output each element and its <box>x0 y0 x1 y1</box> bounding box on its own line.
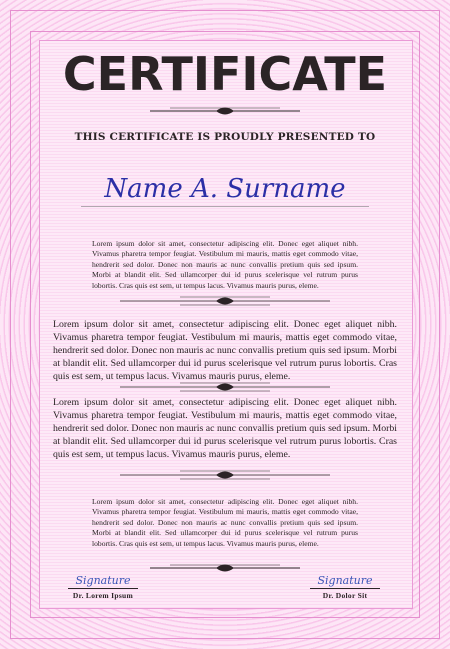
paragraph-1: Lorem ipsum dolor sit amet, consectetur adipiscing elit. Donec eget aliquet nibh. Vivamus pharetra tempor feugiat. Vestibulum mi mauris, mattis eget commodo vitae, hendrerit sed dolor. Donec non mauris ac nunc convallis pretium quis sed ipsum. Morbi at blandit elit. Sed ullamcorper dui id purus scelerisque vel rutrum purus lobortis. Cras quis est sem, ut tempus lacus. Vivamus mauris purus, eleme. <box>92 239 358 290</box>
signature-script-right: Signature <box>317 574 373 587</box>
certificate-subtitle: THIS CERTIFICATE IS PROUDLY PRESENTED TO <box>74 131 376 143</box>
signature-line-left <box>68 588 138 589</box>
signature-script-left: Signature <box>75 574 131 587</box>
bottom-divider-ornament <box>150 561 300 575</box>
paragraph-4: Lorem ipsum dolor sit amet, consectetur adipiscing elit. Donec eget aliquet nibh. Vivamus pharetra tempor feugiat. Vestibulum mi mauris, mattis eget commodo vitae, hendrerit sed dolor. Donec non mauris ac nunc convallis pretium quis sed ipsum. Morbi at blandit elit. Sed ullamcorper dui id purus scelerisque vel rutrum purus lobortis. Cras quis est sem, ut tempus lacus. Vivamus mauris purus, eleme. <box>92 497 358 548</box>
paragraph-divider-ornament <box>120 293 330 309</box>
recipient-name: Name A. Surname <box>104 174 346 204</box>
paragraph-divider-ornament <box>120 467 330 483</box>
signature-label-right: Dr. Dolor Sit <box>322 591 368 600</box>
signature-line-right <box>310 588 380 589</box>
paragraph-3: Lorem ipsum dolor sit amet, consectetur adipiscing elit. Donec eget aliquet nibh. Vivamus pharetra tempor feugiat. Vestibulum mi mauris, mattis eget commodo vitae, hendrerit sed dolor. Donec non mauris ac nunc convallis pretium quis sed ipsum. Morbi at blandit elit. Sed ullamcorper dui id purus scelerisque vel rutrum purus lobortis. Cras quis est sem, ut tempus lacus. Vivamus mauris purus, eleme. <box>53 397 397 460</box>
signature-label-left: Dr. Lorem Ipsum <box>72 591 134 600</box>
recipient-name-underline <box>81 206 369 207</box>
signature-block-left <box>58 574 148 600</box>
title-divider-ornament <box>150 104 300 118</box>
paragraph-2: Lorem ipsum dolor sit amet, consectetur adipiscing elit. Donec eget aliquet nibh. Vivamus pharetra tempor feugiat. Vestibulum mi mauris, mattis eget commodo vitae, hendrerit sed dolor. Donec non mauris ac nunc convallis pretium quis sed ipsum. Morbi at blandit elit. Sed ullamcorper dui id purus scelerisque vel rutrum purus lobortis. Cras quis est sem, ut tempus lacus. Vivamus mauris purus, eleme. <box>53 319 397 382</box>
signature-block-right <box>300 574 390 600</box>
certificate-title: CERTIFICATE <box>62 47 388 101</box>
paragraph-divider-ornament <box>120 379 330 395</box>
